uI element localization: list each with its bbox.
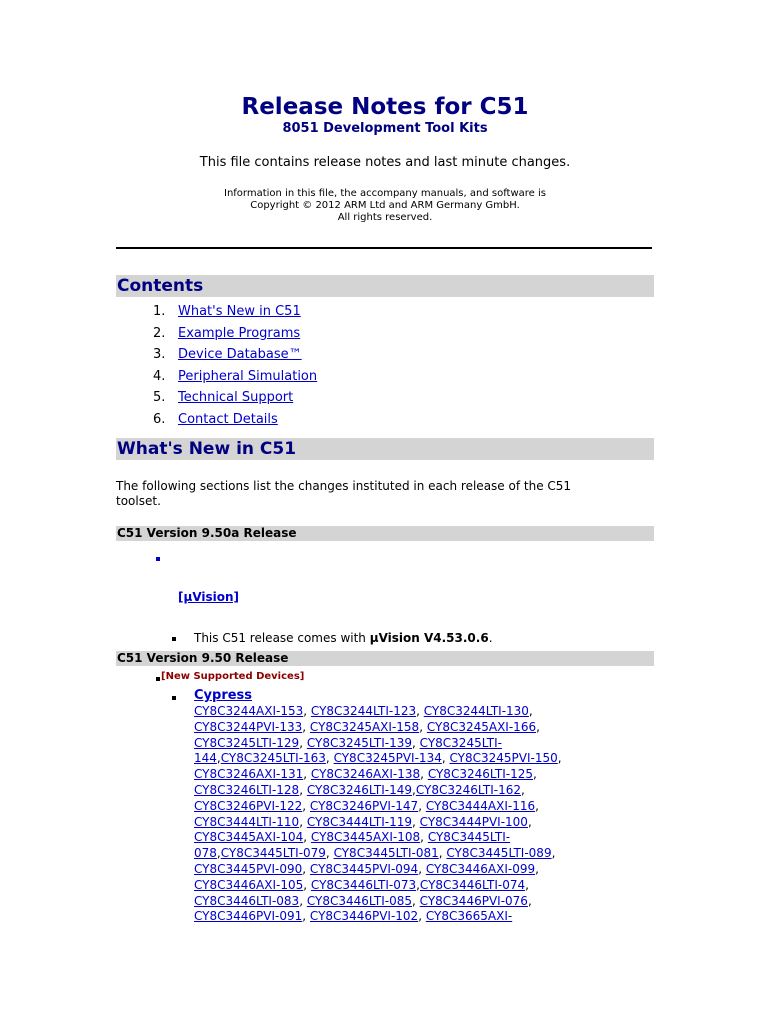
device-link[interactable]: CY8C3245LTI-139 — [306, 735, 413, 750]
version-950-heading: C51 Version 9.50 Release — [116, 651, 654, 666]
device-link[interactable]: CY8C3245PVI-150 — [449, 751, 558, 766]
device-link[interactable]: CY8C3246LTI-128 — [194, 782, 300, 797]
device-link[interactable]: CY8C3446AXI-099 — [425, 861, 536, 876]
device-link[interactable]: CY8C3444PVI-100 — [419, 814, 528, 829]
toc-link-example-programs[interactable]: Example Programs — [178, 325, 301, 341]
device-link[interactable]: CY8C3445AXI-108 — [310, 830, 421, 845]
device-link[interactable]: CY8C3244PVI-133 — [194, 719, 303, 734]
copyright-line: Information in this file, the accompany manuals, and software is — [224, 188, 546, 199]
toc-number: 4. — [153, 368, 166, 384]
intro-text: This file contains release notes and last minute changes. — [199, 155, 571, 170]
device-link[interactable]: CY8C3246LTI-149 — [306, 782, 413, 797]
toc-link-device-database[interactable]: Device Database™ — [178, 347, 302, 362]
device-link[interactable]: CY8C3446LTI-073 — [310, 877, 417, 892]
device-link[interactable]: CY8C3245PVI-134 — [333, 751, 442, 766]
device-link[interactable]: CY8C3445AXI-104 — [194, 830, 304, 845]
release-notes-page — [116, 0, 654, 924]
whats-new-paragraph: The following sections list the changes instituted in each release of the C51 toolset. — [116, 479, 572, 508]
device-link[interactable]: CY8C3445PVI-090 — [194, 861, 303, 876]
device-link[interactable]: CY8C3245AXI-158 — [309, 719, 420, 734]
page-subtitle: 8051 Development Tool Kits — [282, 121, 488, 136]
device-link[interactable]: CY8C3446AXI-105 — [194, 877, 304, 892]
bullet-icon — [172, 696, 176, 700]
device-link[interactable]: CY8C3246PVI-122 — [194, 798, 303, 813]
device-link[interactable]: CY8C3244AXI-153 — [194, 704, 304, 718]
device-link[interactable]: CY8C3245AXI-166 — [426, 719, 537, 734]
copyright-line: All rights reserved. — [337, 212, 433, 223]
device-link[interactable]: CY8C3445LTI-079 — [220, 846, 326, 861]
bullet-icon — [156, 677, 160, 681]
uvision-section — [116, 541, 654, 611]
device-link[interactable]: CY8C3245LTI-163 — [220, 751, 326, 766]
toc-link-technical-support[interactable]: Technical Support — [178, 390, 294, 405]
uvision-link[interactable]: [µVision] — [178, 590, 240, 604]
new-devices-label: [New Supported Devices] — [161, 671, 305, 682]
page-title: Release Notes for C51 — [241, 94, 529, 120]
device-link[interactable]: CY8C3244LTI-123 — [310, 704, 417, 718]
device-link[interactable]: CY8C3445PVI-094 — [309, 861, 419, 876]
device-link[interactable]: CY8C3246PVI-147 — [309, 798, 419, 813]
bullet-icon — [156, 557, 160, 561]
toc-item — [116, 409, 654, 431]
device-link[interactable]: CY8C3446LTI-083 — [194, 893, 300, 908]
device-link[interactable]: CY8C3446LTI-074 — [419, 877, 526, 892]
bullet-icon — [172, 637, 176, 641]
device-link[interactable]: CY8C3445LTI-089 — [446, 846, 552, 861]
device-link[interactable]: CY8C3446PVI-091 — [194, 909, 303, 924]
device-link[interactable]: CY8C3246AXI-138 — [310, 767, 421, 782]
device-list: CY8C3244AXI-153, CY8C3244LTI-123, CY8C3244LTI-130, CY8C3244PVI-133, CY8C3245AXI-158, CY8C3245AXI-166, CY8C3245LTI-129, CY8C3245LTI-139, CY8C3245LTI-144,CY8C3245LTI-163, CY8C3245PVI-134, CY8C3245PVI-150, CY8C3246AXI-131, CY8C3246AXI-138, CY8C3246LTI-125, CY8C3246LTI-128, CY8C3246LTI-149,CY8C3246LTI-162, CY8C3246PVI-122, CY8C3246PVI-147, CY8C3444AXI-116, CY8C3444LTI-110, CY8C3444LTI-119, CY8C3444PVI-100, CY8C3445AXI-104, CY8C3445AXI-108, CY8C3445LTI-078,CY8C3445LTI-079, CY8C3445LTI-081, CY8C3445LTI-089, CY8C3445PVI-090, CY8C3445PVI-094, CY8C3446AXI-099, CY8C3446AXI-105, CY8C3446LTI-073,CY8C3446LTI-074, CY8C3446LTI-083, CY8C3446LTI-085, CY8C3446PVI-076, CY8C3446PVI-091, CY8C3446PVI-102, CY8C3665AXI- — [194, 704, 562, 924]
device-link[interactable]: CY8C3246LTI-125 — [427, 767, 533, 782]
toc-link-contact-details[interactable]: Contact Details — [178, 411, 278, 427]
table-of-contents — [116, 301, 654, 430]
toc-number: 2. — [153, 325, 166, 341]
copyright-notice — [116, 188, 654, 224]
device-link[interactable]: CY8C3245LTI-144 — [194, 735, 502, 766]
device-link[interactable]: CY8C3446LTI-085 — [306, 893, 413, 908]
device-link[interactable]: CY8C3246LTI-162 — [415, 782, 522, 797]
device-link[interactable]: CY8C3444LTI-119 — [306, 814, 413, 829]
whats-new-heading: What's New in C51 — [116, 438, 654, 460]
device-link[interactable]: CY8C3444LTI-110 — [194, 814, 300, 829]
toc-item — [116, 366, 654, 388]
uvision-note — [194, 631, 493, 646]
vendor-link-cypress[interactable]: Cypress — [194, 688, 253, 703]
device-link[interactable]: CY8C3665AXI- — [425, 909, 513, 924]
uvision-note-prefix: This C51 release comes with — [194, 631, 370, 645]
toc-item — [116, 323, 654, 345]
copyright-line: Copyright © 2012 ARM Ltd and ARM Germany GmbH. — [250, 200, 520, 211]
uvision-version: µVision V4.53.0.6 — [369, 631, 489, 645]
toc-item — [116, 344, 654, 366]
toc-number: 5. — [153, 390, 166, 405]
device-link[interactable]: CY8C3445LTI-078 — [194, 830, 511, 861]
device-link[interactable]: CY8C3445LTI-081 — [333, 846, 439, 861]
version-950a-heading: C51 Version 9.50a Release — [116, 526, 654, 541]
toc-number: 3. — [153, 347, 166, 362]
uvision-note-suffix: . — [488, 631, 493, 645]
new-devices-section — [116, 666, 654, 688]
device-link[interactable]: CY8C3244LTI-130 — [423, 704, 529, 718]
device-link[interactable]: CY8C3446PVI-102 — [309, 909, 419, 924]
toc-number: 1. — [153, 304, 166, 319]
uvision-note-item — [116, 611, 654, 651]
contents-heading: Contents — [116, 275, 654, 297]
horizontal-rule — [116, 247, 652, 249]
device-link[interactable]: CY8C3245LTI-129 — [194, 735, 300, 750]
toc-number: 6. — [153, 411, 166, 427]
device-link[interactable]: CY8C3444AXI-116 — [425, 798, 536, 813]
toc-item — [116, 387, 654, 409]
toc-link-whats-new[interactable]: What's New in C51 — [178, 304, 301, 319]
device-link[interactable]: CY8C3246AXI-131 — [194, 767, 304, 782]
device-link[interactable]: CY8C3446PVI-076 — [419, 893, 528, 908]
toc-link-peripheral-simulation[interactable]: Peripheral Simulation — [178, 368, 318, 384]
toc-item — [116, 301, 654, 323]
